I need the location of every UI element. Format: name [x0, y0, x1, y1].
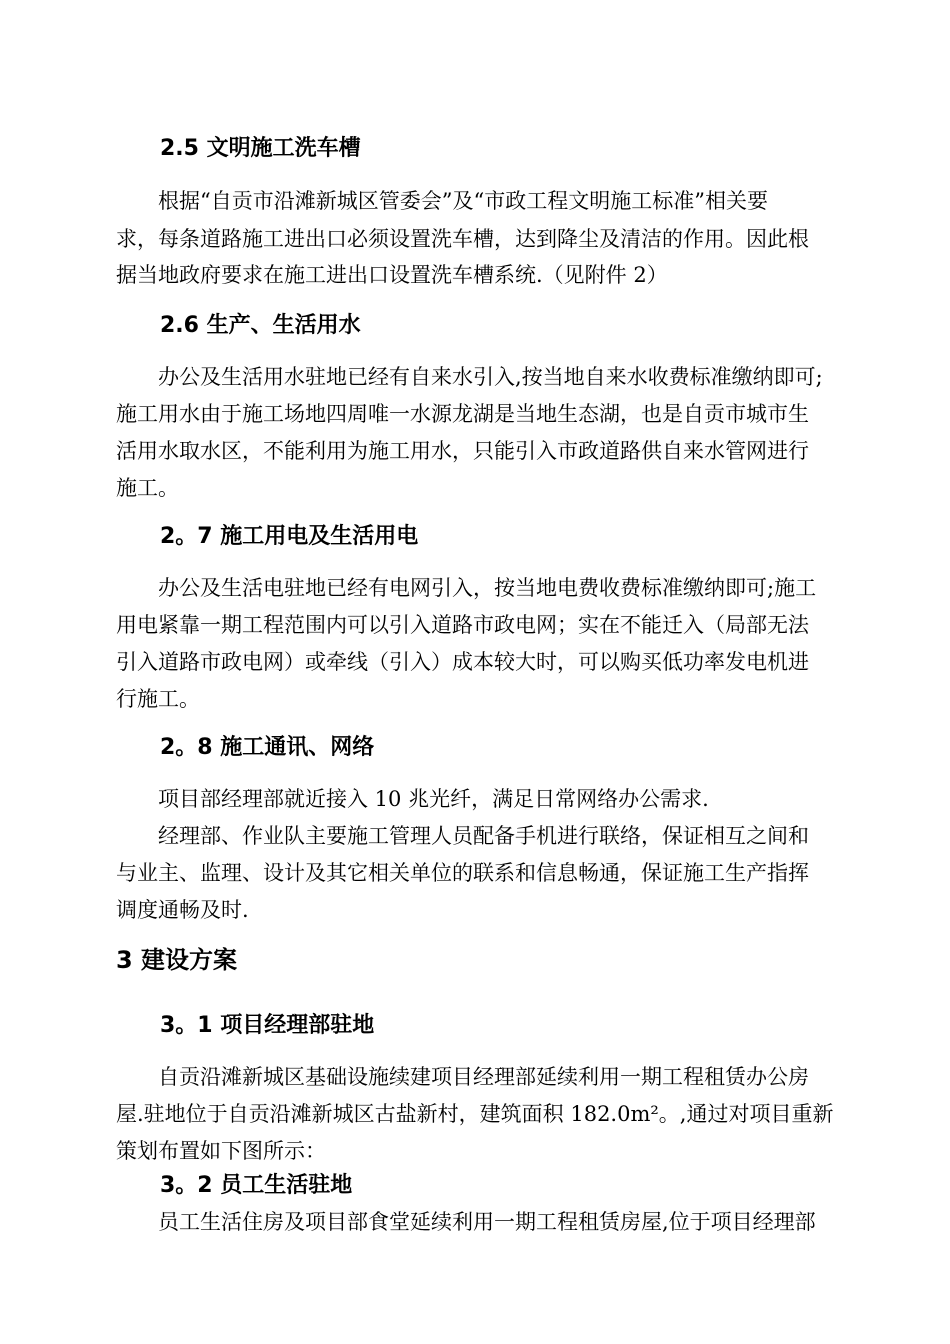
paragraph-line: 用电紧靠一期工程范围内可以引入道路市政电网；实在不能迁入（局部无法 [116, 613, 809, 637]
paragraph-line: 行施工。 [116, 687, 200, 711]
paragraph-line: 项目部经理部就近接入 10 兆光纤，满足日常网络办公需求. [158, 787, 709, 811]
section-heading-2-7: 2。7 施工用电及生活用电 [160, 524, 419, 549]
paragraph-line: 施工。 [116, 476, 179, 500]
section-heading-2-6: 2.6 生产、生活用水 [160, 313, 361, 338]
section-heading-2-5: 2.5 文明施工洗车槽 [160, 136, 361, 161]
paragraph-line: 员工生活住房及项目部食堂延续利用一期工程租赁房屋,位于项目经理部 [158, 1210, 816, 1234]
paragraph-line: 据当地政府要求在施工进出口设置洗车槽系统.（见附件 2） [116, 263, 668, 287]
paragraph-line: 与业主、监理、设计及其它相关单位的联系和信息畅通，保证施工生产指挥 [116, 861, 809, 885]
paragraph-line: 根据“自贡市沿滩新城区管委会”及“市政工程文明施工标准”相关要 [158, 189, 768, 213]
chapter-heading-3: 3 建设方案 [116, 946, 238, 974]
paragraph-line: 办公及生活电驻地已经有电网引入，按当地电费收费标准缴纳即可;施工 [158, 576, 817, 600]
section-heading-3-2: 3。2 员工生活驻地 [160, 1173, 353, 1198]
paragraph-line: 屋.驻地位于自贡沿滩新城区古盐新村，建筑面积 182.0m²。,通过对项目重新 [116, 1102, 834, 1126]
paragraph-line: 办公及生活用水驻地已经有自来水引入,按当地自来水收费标准缴纳即可; [158, 365, 823, 389]
paragraph-line: 求，每条道路施工进出口必须设置洗车槽，达到降尘及清洁的作用。因此根 [116, 227, 809, 251]
paragraph-line: 活用水取水区，不能利用为施工用水，只能引入市政道路供自来水管网进行 [116, 439, 809, 463]
paragraph-line: 调度通畅及时. [116, 898, 249, 922]
paragraph-line: 经理部、作业队主要施工管理人员配备手机进行联络，保证相互之间和 [158, 824, 809, 848]
paragraph-line: 引入道路市政电网）或牵线（引入）成本较大时，可以购买低功率发电机进 [116, 650, 809, 674]
paragraph-line: 施工用水由于施工场地四周唯一水源龙湖是当地生态湖，也是自贡市城市生 [116, 402, 809, 426]
section-heading-3-1: 3。1 项目经理部驻地 [160, 1013, 375, 1038]
section-heading-2-8: 2。8 施工通讯、网络 [160, 735, 375, 760]
paragraph-line: 自贡沿滩新城区基础设施续建项目经理部延续利用一期工程租赁办公房 [158, 1065, 809, 1089]
paragraph-line: 策划布置如下图所示： [116, 1139, 326, 1163]
